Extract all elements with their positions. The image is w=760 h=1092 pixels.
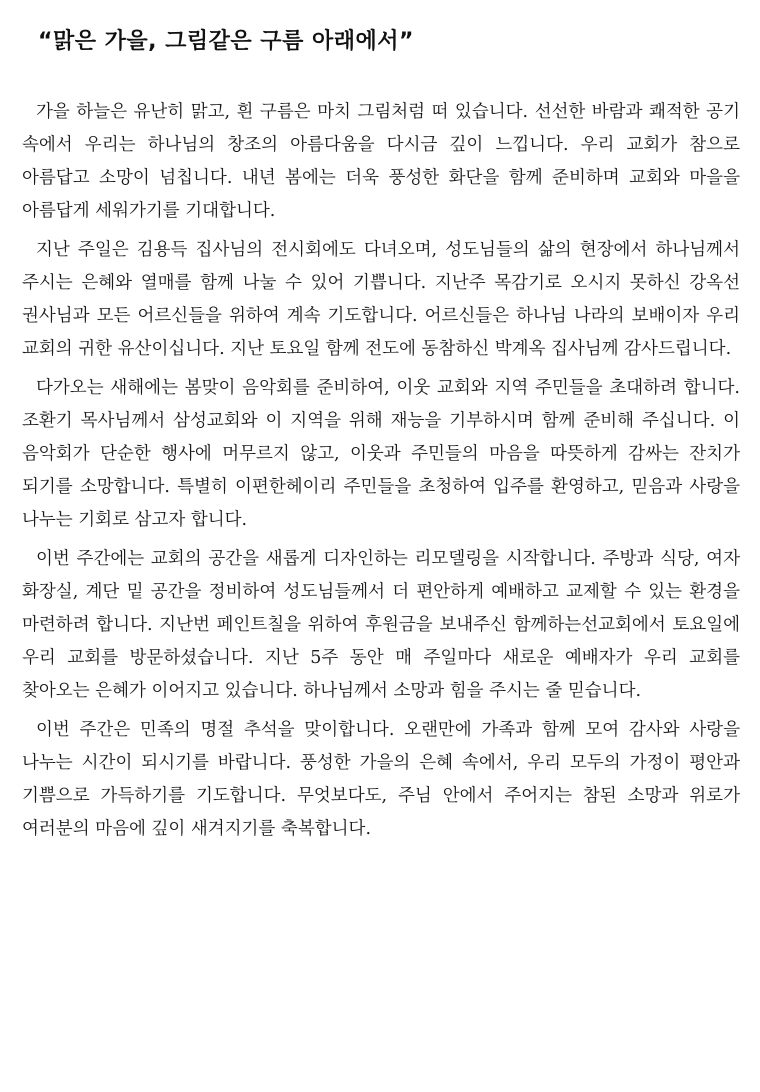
paragraph-chuseok: 이번 주간은 민족의 명절 추석을 맞이합니다. 오랜만에 가족과 함께 모여 감사와 사랑을 나누는 시간이 되시기를 바랍니다. 풍성한 가을의 은혜 속에서, 우리 모두의 가정이 평안과 기쁨으로 가득하기를 기도합니다. 무엇보다도, 주님 안에서 주어지는 참된 소망과 위로가 여러분의 마음에 깊이 새겨지기를 축복합니다. <box>22 720 740 839</box>
document-body <box>22 96 740 852</box>
paragraph-remodeling: 이번 주간에는 교회의 공간을 새롭게 디자인하는 리모델링을 시작합니다. 주방과 식당, 여자 화장실, 계단 밑 공간을 정비하여 성도님들께서 더 편안하게 예배하고 교제할 수 있는 환경을 마련하려 합니다. 지난번 페인트칠을 위하여 후원금을 보내주신 함께하는선교회에서 토요일에 우리 교회를 방문하셨습니다. 지난 5주 동안 매 주일마다 새로운 예배자가 우리 교회를 찾아오는 은혜가 이어지고 있습니다. 하나님께서 소망과 힘을 주시는 줄 믿습니다. <box>22 549 740 701</box>
page-title: “맑은 가을, 그림같은 구름 아래에서” <box>38 29 414 54</box>
paragraph-last-sunday: 지난 주일은 김용득 집사님의 전시회에도 다녀오며, 성도님들의 삶의 현장에서 하나님께서 주시는 은혜와 열매를 함께 나눌 수 있어 기쁩니다. 지난주 목감기로 오시지 못하신 강옥선 권사님과 모든 어르신들을 위하여 계속 기도합니다. 어르신들은 하나님 나라의 보배이자 우리 교회의 귀한 유산이십니다. 지난 토요일 함께 전도에 동참하신 박계옥 집사님께 감사드립니다. <box>22 240 740 359</box>
paragraph-spring-concert: 다가오는 새해에는 봄맞이 음악회를 준비하여, 이웃 교회와 지역 주민들을 초대하려 합니다. 조환기 목사님께서 삼성교회와 이 지역을 위해 재능을 기부하시며 함께 준비해 주십니다. 이 음악회가 단순한 행사에 머무르지 않고, 이웃과 주민들의 마음을 따뜻하게 감싸는 잔치가 되기를 소망합니다. 특별히 이편한헤이리 주민들을 초청하여 입주를 환영하고, 믿음과 사랑을 나누는 기회로 삼고자 합니다. <box>22 378 740 530</box>
paragraph-autumn-sky: 가을 하늘은 유난히 맑고, 흰 구름은 마치 그림처럼 떠 있습니다. 선선한 바람과 쾌적한 공기 속에서 우리는 하나님의 창조의 아름다움을 다시금 깊이 느낍니다. 우리 교회가 참으로 아름답고 소망이 넘칩니다. 내년 봄에는 더욱 풍성한 화단을 함께 준비하며 교회와 마을을 아름답게 세워가기를 기대합니다. <box>22 102 740 221</box>
